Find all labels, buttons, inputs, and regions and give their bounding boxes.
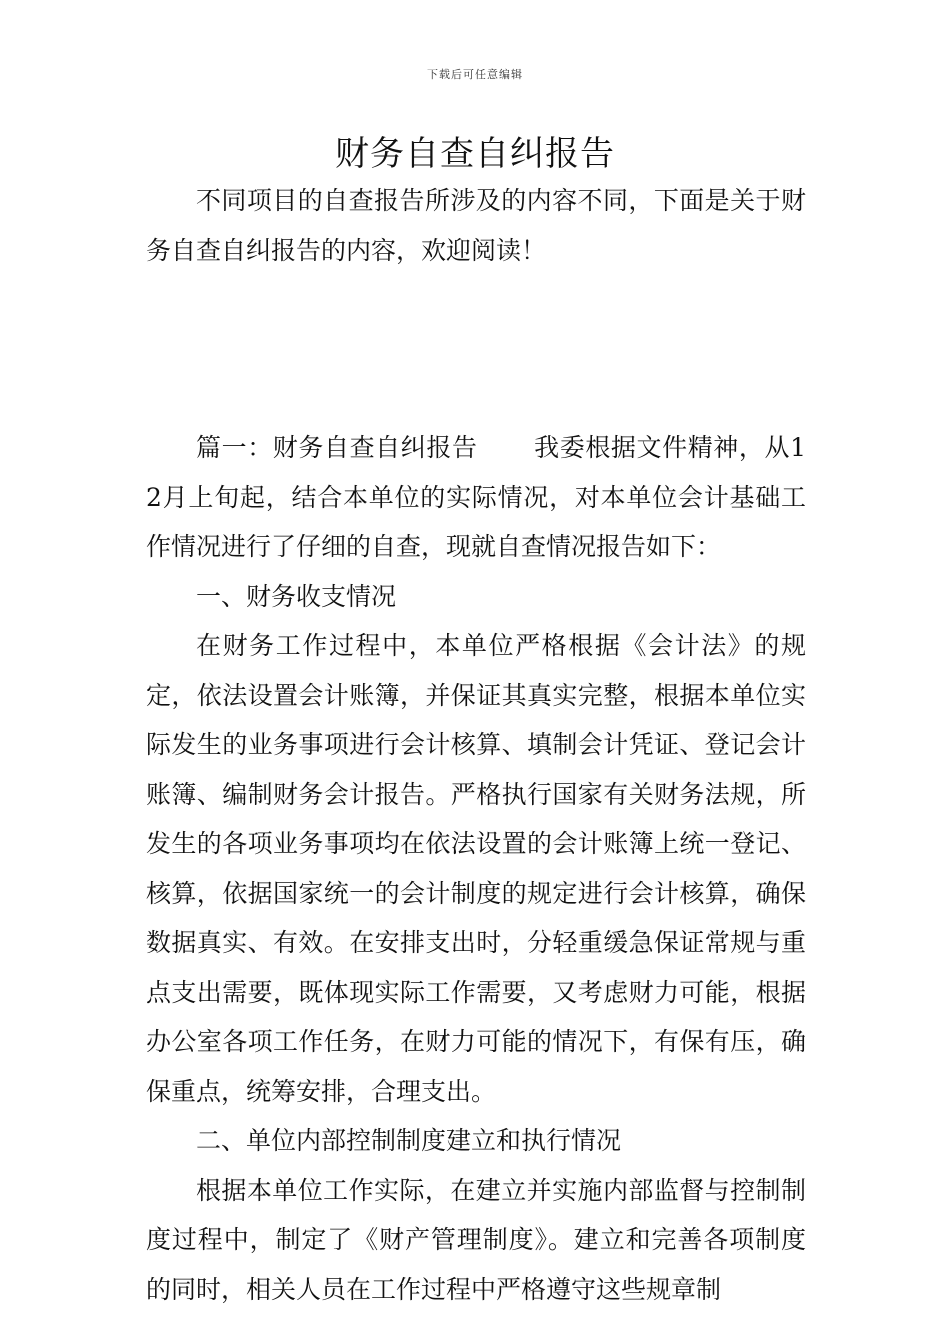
section-1-heading: 一、财务收支情况 (196, 581, 397, 611)
section-1-body: 在财务工作过程中，本单位严格根据《会计法》的规定，依法设置会计账簿，并保证其真实完整，根据本单位实际发生的业务事项进行会计核算、填制会计凭证、登记会计账簿、编制财务会计报告。严格执行国家有关财务法规，所发生的各项业务事项均在依法设置的会计账簿上统一登记、核算，依据国家统一的会计制度的规定进行会计核算，确保数据真实、有效。在安排支出时，分轻重缓急保证常规与重点支出需要，既体现实际工作需要，又考虑财力可能，根据办公室各项工作任务，在财力可能的情况下，有保有压，确保重点，统筹安排，合理支出。 (146, 631, 806, 1106)
article-opening-paragraph (146, 423, 806, 572)
article-label: 篇一：财务自查自纠报告 (196, 433, 478, 462)
section-2-body: 根据本单位工作实际，在建立并实施内部监督与控制制度过程中，制定了《财产管理制度》。建立和完善各项制度的同时，相关人员在工作过程中严格遵守这些规章制 (146, 1175, 806, 1304)
document-title: 财务自查自纠报告 (335, 134, 615, 174)
intro-paragraph: 不同项目的自查报告所涉及的内容不同，下面是关于财务自查自纠报告的内容，欢迎阅读！ (146, 186, 806, 265)
document-body (146, 176, 806, 1314)
section-2-heading: 二、单位内部控制制度建立和执行情况 (196, 1126, 622, 1155)
blank-spacer (146, 275, 806, 423)
article-opening-text: 我委根据文件精神，从12月上旬起，结合本单位的实际情况，对本单位会计基础工作情况进行了仔细的自查，现就自查情况报告如下： (146, 433, 806, 561)
page-header-note: 下载后可任意编辑 (427, 68, 523, 81)
